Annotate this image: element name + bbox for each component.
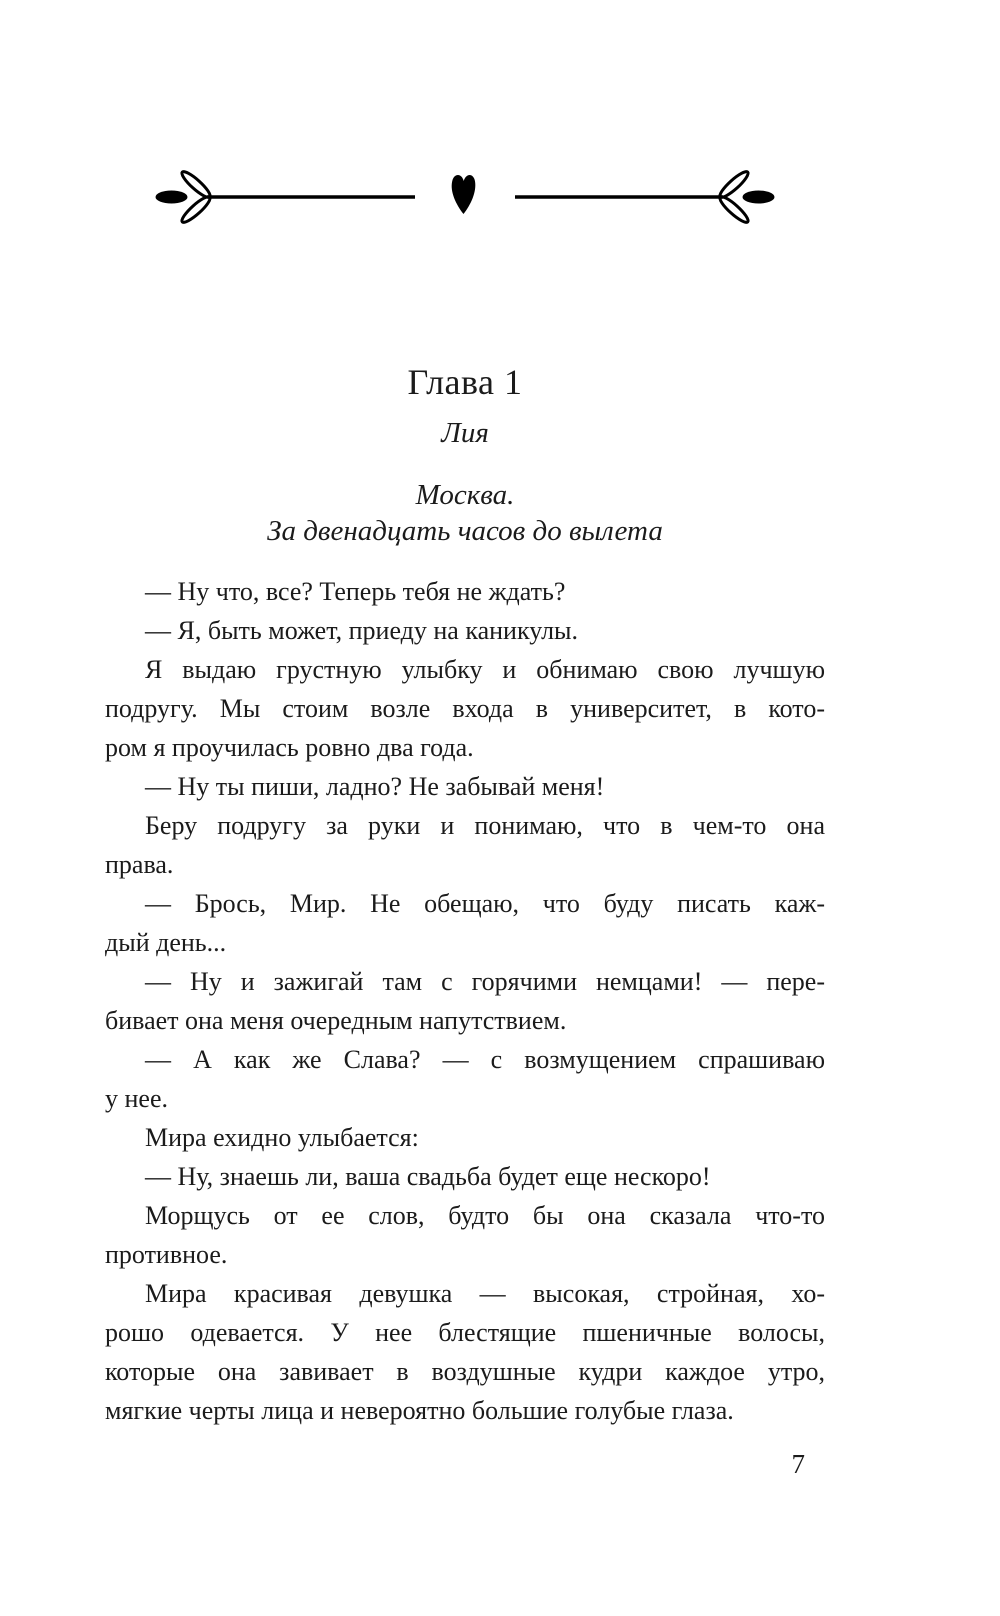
body-line: бивает она меня очередным напутствием. [105, 1006, 567, 1035]
body-line: ром я проучилась ровно два года. [105, 733, 474, 762]
page-number: 7 [791, 1449, 805, 1479]
divider-right-ornament [515, 169, 775, 226]
chapter-pov: Лия [441, 417, 489, 449]
body-line: которые она завивает в воздушные кудри каждое утро, [105, 1357, 825, 1386]
body-line: — Я, быть может, приеду на каникулы. [145, 616, 579, 645]
dot-icon [156, 191, 188, 204]
scene-setting [105, 477, 825, 549]
scene-time: За двенадцать часов до вылета [267, 515, 663, 547]
body-line: рошо одевается. У нее блестящие пшеничные волосы, [105, 1318, 825, 1347]
heart-icon [452, 175, 476, 214]
body-line: — Ну и зажигай там с горячими немцами! — пере- [145, 967, 825, 996]
chapter-divider [155, 163, 775, 227]
body-line: права. [105, 850, 174, 879]
dot-icon [743, 191, 775, 204]
body-line: противное. [105, 1240, 228, 1269]
divider-left-ornament [156, 169, 416, 226]
body-line: Я выдаю грустную улыбку и обнимаю свою лучшую [145, 655, 825, 684]
body-line: Мира красивая девушка — высокая, стройная, хо- [145, 1279, 825, 1308]
body-text [105, 572, 825, 1430]
body-line: Морщусь от ее слов, будто бы она сказала что-то [145, 1201, 825, 1230]
body-line: подругу. Мы стоим возле входа в университет, в кото- [105, 694, 825, 723]
body-line: — Ну ты пиши, ладно? Не забывай меня! [145, 772, 605, 801]
body-line: — Ну что, все? Теперь тебя не ждать? [145, 577, 566, 606]
body-line: у нее. [105, 1084, 168, 1113]
body-line: Мира ехидно улыбается: [145, 1123, 419, 1152]
chapter-title: Глава 1 [407, 362, 523, 402]
body-line: мягкие черты лица и невероятно большие голубые глаза. [105, 1396, 734, 1425]
body-line: — А как же Слава? — с возмущением спрашиваю [145, 1045, 825, 1074]
body-line: Беру подругу за руки и понимаю, что в чем-то она [145, 811, 825, 840]
text-block [105, 0, 825, 1478]
body-line: — Брось, Мир. Не обещаю, что буду писать каж- [145, 889, 825, 918]
body-line: дый день... [105, 928, 227, 957]
body-line: — Ну, знаешь ли, ваша свадьба будет еще нескоро! [145, 1162, 711, 1191]
scene-location: Москва. [415, 479, 515, 511]
